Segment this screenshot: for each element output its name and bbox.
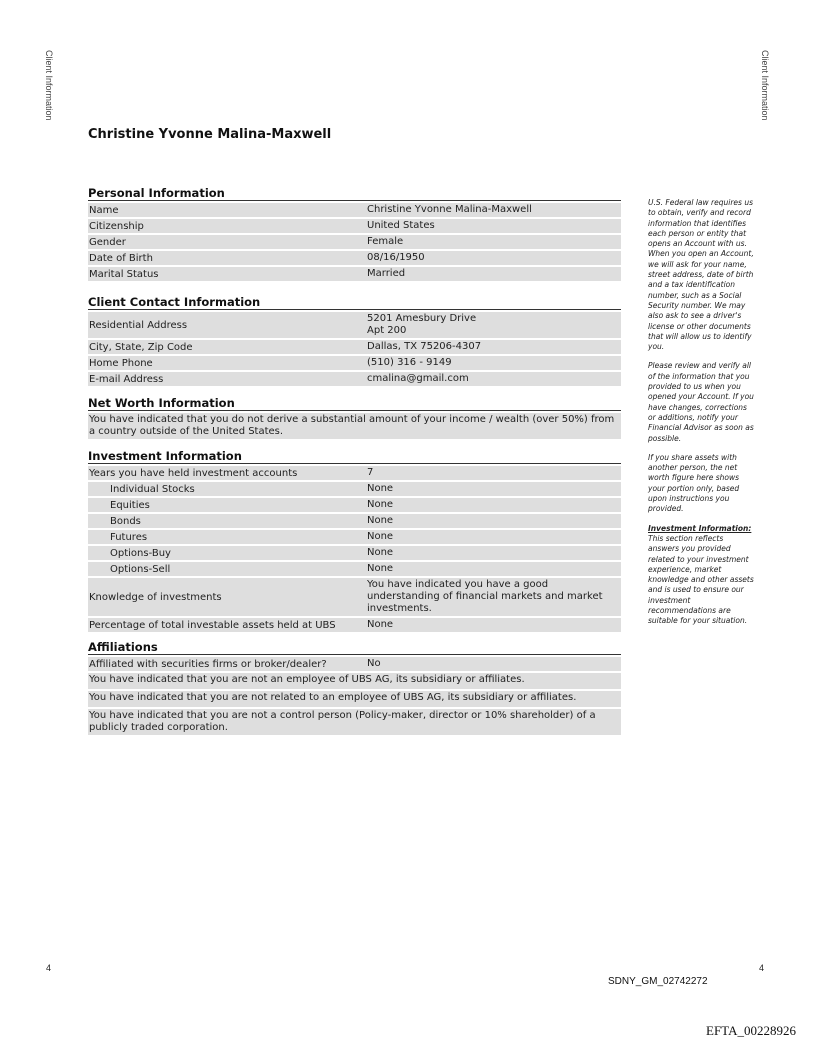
row-label: Affiliated with securities firms or broker/dealer?: [89, 658, 327, 670]
address-value: [367, 312, 621, 338]
table-row: [88, 618, 621, 632]
table-row: [88, 340, 621, 354]
row-label: Home Phone: [89, 357, 153, 369]
table-row: [88, 657, 621, 671]
row-value: You have indicated you have a good understanding of financial markets and market investments.: [367, 579, 603, 614]
table-row: [88, 356, 621, 370]
row-label: E-mail Address: [89, 373, 164, 385]
affiliation-statement: You have indicated that you are not related to an employee of UBS AG, its subsidiary or affiliates.: [88, 691, 621, 707]
row-label: Date of Birth: [89, 252, 153, 264]
page-number-left: 4: [46, 963, 52, 973]
table-row: [88, 312, 621, 338]
net-worth-statement: You have indicated that you do not derive a substantial amount of your income / wealth (over 50%) from a country outside of the United States.: [88, 413, 621, 439]
client-info-content: [88, 186, 621, 737]
row-value: None: [367, 563, 394, 574]
table-row: [88, 498, 621, 512]
net-worth-heading: Net Worth Information: [88, 396, 621, 411]
document-id: SDNY_GM_02742272: [608, 976, 708, 987]
note-investment-heading: Investment Information:: [648, 523, 752, 533]
table-row: [88, 466, 621, 480]
sidebar-notes: [648, 198, 754, 636]
row-value: Female: [367, 236, 404, 247]
row-value: (510) 316 - 9149: [367, 357, 452, 368]
row-label: Options-Buy: [110, 547, 171, 559]
row-value: Married: [367, 268, 406, 279]
affiliations-heading: Affiliations: [88, 640, 621, 655]
row-value: Dallas, TX 75206-4307: [367, 341, 482, 352]
note-investment: [648, 524, 754, 627]
contact-info-heading: Client Contact Information: [88, 295, 621, 310]
table-row: [88, 235, 621, 249]
note-shared-assets: If you share assets with another person, the net worth figure here shows your portion only, based upon instructions you provided.: [648, 452, 740, 514]
affiliation-statement: You have indicated that you are not a control person (Policy-maker, director or 10% shareholder) of a publicly traded corporation.: [88, 709, 621, 735]
table-row: [88, 267, 621, 281]
side-label-right: Client Information: [760, 50, 770, 121]
row-label: Years you have held investment accounts: [89, 467, 298, 479]
row-label: Knowledge of investments: [89, 591, 222, 603]
row-label: City, State, Zip Code: [89, 341, 193, 353]
row-label: Percentage of total investable assets held at UBS: [89, 619, 336, 631]
note-review: Please review and verify all of the information that you provided to us when you opened your Account. If you have changes, corrections or additions, notify your Financial Advisor as soon as possible.: [648, 361, 754, 443]
table-row: [88, 482, 621, 496]
row-value: 08/16/1950: [367, 252, 425, 263]
address-line-1: 5201 Amesbury Drive: [367, 313, 477, 324]
table-row: [88, 514, 621, 528]
table-row: [88, 203, 621, 217]
row-value: None: [367, 531, 394, 542]
table-row: [88, 372, 621, 386]
personal-info-heading: Personal Information: [88, 186, 621, 201]
row-label: Marital Status: [89, 268, 159, 280]
row-value: 7: [367, 467, 374, 478]
page-number-right: 4: [759, 963, 765, 973]
row-label: Gender: [89, 236, 126, 248]
table-row: [88, 546, 621, 560]
row-value: Christine Yvonne Malina-Maxwell: [367, 204, 532, 215]
table-row: [88, 578, 621, 616]
row-label: Individual Stocks: [110, 483, 195, 495]
row-label: Equities: [110, 499, 150, 511]
row-label: Name: [89, 204, 119, 216]
row-value: United States: [367, 220, 435, 231]
address-line-2: Apt 200: [367, 325, 407, 336]
page-title: Christine Yvonne Malina-Maxwell: [88, 127, 332, 142]
bates-number: EFTA_00228926: [706, 1023, 796, 1038]
row-value: No: [367, 658, 381, 669]
note-federal-law: U.S. Federal law requires us to obtain, verify and record information that identifies each person or entity that opens an Account with us. When you open an Account, we will ask for your name, street address, date of birth and a tax identification number, such as a Social Security number. We may also ask to see a driver's license or other documents that will allow us to identify you.: [648, 198, 754, 352]
affiliation-statement: You have indicated that you are not an employee of UBS AG, its subsidiary or affiliates.: [88, 673, 621, 689]
row-label: Residential Address: [89, 319, 188, 331]
row-label: Futures: [110, 531, 148, 543]
row-value: cmalina@gmail.com: [367, 373, 469, 384]
row-value: None: [367, 499, 394, 510]
side-label-left: Client Information: [44, 50, 54, 121]
row-value: None: [367, 483, 394, 494]
row-label: Citizenship: [89, 220, 144, 232]
row-value: None: [367, 515, 394, 526]
table-row: [88, 530, 621, 544]
row-label: Options-Sell: [110, 563, 171, 575]
row-value: None: [367, 547, 394, 558]
row-value: None: [367, 619, 394, 630]
investment-info-heading: Investment Information: [88, 449, 621, 464]
table-row: [88, 251, 621, 265]
table-row: [88, 562, 621, 576]
note-investment-text: This section reflects answers you provided related to your investment experience, market knowledge and other assets and is used to ensure our investment recommendations are suitable for your situation.: [648, 533, 754, 626]
row-label: Bonds: [110, 515, 141, 527]
table-row: [88, 219, 621, 233]
